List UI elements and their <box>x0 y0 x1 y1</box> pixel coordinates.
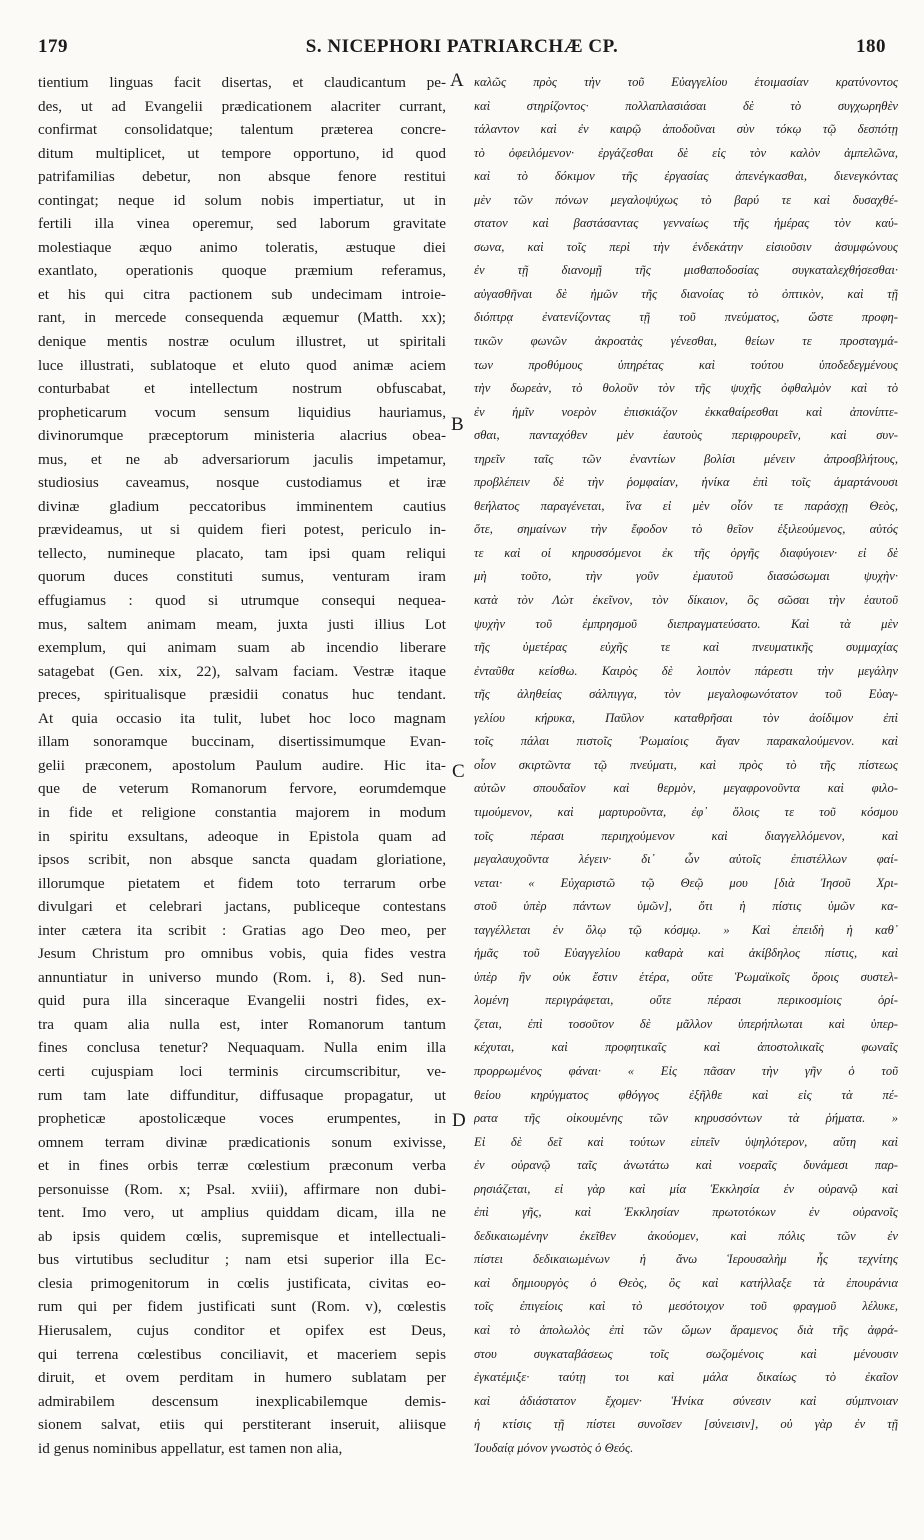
latin-text-line: mus, et ne ab adversariorum jaculis impetamur, <box>38 450 446 468</box>
greek-text-line: καλῶς πρὸς τὴν τοῦ Εὐαγγελίου ἑτοιμασίαν κρατύνοντος <box>474 75 898 89</box>
greek-text-line: Ἰουδαίᾳ μόνον γνωστὸς ὁ Θεός. <box>474 1440 634 1455</box>
latin-text-line: fines conclusa tenetur? Nequaquam. Nulla enim illa <box>38 1039 446 1057</box>
latin-text-line: studiosius caveamus, nosque custodiamus et iræ <box>38 474 446 492</box>
latin-text-line: et his qui citra pactionem sub undecimam introie- <box>38 285 446 303</box>
latin-text-line: inter cætera ita scribit : Gratias ago Deo meo, per <box>38 921 446 939</box>
latin-text-line: tra quam alia nulla est, inter Romanorum tantum <box>38 1015 446 1033</box>
greek-text-line: ρατα τῆς οἰκουμένης τῶν κηρυσσόντων τὰ ῥήματα. » <box>474 1111 898 1126</box>
greek-text-line: ἐν ἡμῖν νοερὸν ἐπισκιάζον ἐκκαθαίρεσθαι καὶ ἀπονίπτε- <box>474 404 898 419</box>
greek-text-line: γελίου κήρυκα, Παῦλον καταθρῆσαι τὸν ἀοίδιμον ἐπὶ <box>474 710 898 725</box>
greek-text-line: τῆς ἀληθείας σάλπιγγα, τὸν μεγαλοφωνότατον τοῦ Εὐαγ- <box>474 687 898 702</box>
latin-text-line: sionem salvat, etiis qui perstiterant inseruit, aliisque <box>38 1416 446 1434</box>
latin-text-line: denique mentis nostræ oculum illustret, ut spiritali <box>38 333 446 351</box>
latin-text-line: exantlato, operationis quoque præmium referamus, <box>38 262 446 280</box>
latin-text-line: tent. Imo vero, ut amplius quiddam dicam, illa ne <box>38 1204 446 1222</box>
greek-text-line: στου συγκαταβάσεως τοῖς σωζομένοις καὶ μένουσιν <box>474 1346 898 1361</box>
latin-text-line: At quia occasio ita tulit, lubet hoc loco magnam <box>38 709 446 727</box>
greek-text-line: ρησιάζεται, εἰ γὰρ καὶ μία Ἐκκλησία ἐν οὐρανῷ καὶ <box>474 1181 898 1196</box>
greek-column <box>474 71 898 1491</box>
greek-text-line: των προθύμους ὑπηρέτας καὶ τούτου ὑποδεδεγμένους <box>474 357 898 372</box>
latin-text-line: luce illustrati, sublatoque et eluto quod animæ aciem <box>38 356 446 374</box>
latin-text-line: illam sonoramque buccinam, disertissimumque Evan- <box>38 733 446 751</box>
latin-text-line: diruit, et ovem perditam in humero sublatam per <box>38 1369 446 1387</box>
greek-text-line: αὐτῶν σπουδαῖον καὶ θερμὸν, μεγαφρονοῦντα καὶ φιλο- <box>474 781 898 796</box>
latin-text-line: conturbabat et intellectum nostrum obfuscabat, <box>38 380 446 398</box>
latin-text-line: confirmat consolidatque; talentum præterea concre- <box>38 121 446 139</box>
latin-text-line: clesia primogenitorum in cœlis justificata, civitas eo- <box>38 1274 446 1292</box>
greek-text-line: ὅτε, σημαίνων τὴν ἔφοδον τὸ θεῖον ἐξιλεούμενος, αὐτός <box>474 522 898 537</box>
greek-text-line: τοῖς πάλαι πιστοῖς Ῥωμαίοις ἄγαν παρακαλούμενον. καὶ <box>474 734 898 749</box>
latin-text-line: propheticæ apostolicæque voces erumpentes, in <box>38 1110 446 1128</box>
greek-text-line: προρρωμένος φάναι· « Εἰς πᾶσαν τὴν γῆν ὁ τοῦ <box>474 1063 898 1078</box>
latin-text-line: annuntiatur in universo mundo (Rom. i, 8). Sed nun- <box>38 968 446 986</box>
latin-text-line: divulgari et celebrari jactans, publiceque contestans <box>38 898 446 916</box>
greek-text-line: προβλέπειν δὲ τὴν ῥομφαίαν, ἡνίκα ἐπὶ τοῖς ἁμαρτάνουσι <box>474 475 898 490</box>
greek-text-line: ψυχὴν τοῦ ἐμπρησμοῦ διεπραγματεύσατο. Καὶ τὰ μὲν <box>474 616 898 631</box>
latin-text-line: rant, in mercede consequenda æquemur (Matth. xx); <box>38 309 446 327</box>
latin-text-line: illorumque pietatem et fidem toto terrarum orbe <box>38 874 446 892</box>
latin-text-line: tellecto, numineque placato, tam ipsi quam reliqui <box>38 544 446 562</box>
latin-text-line: divinæ gladium peccatoribus imminentem cautius <box>38 497 446 515</box>
latin-text-line: satagebat (Gen. xix, 22), salvam faciam. Vestræ itaque <box>38 662 446 680</box>
latin-text-line: admirabilem descensum inexplicabilemque demis- <box>38 1392 446 1410</box>
greek-text-line: μὴ τοῦτο, τὴν γοῦν ἐμαυτοῦ διασώσωμαι ψυχὴν· <box>474 569 898 584</box>
greek-text-line: τηρεῖν ταῖς τῶν ἐναντίων βολίσι μένειν ἀπροσβλήτους, <box>474 451 898 466</box>
greek-text-line: ζεται, ἐπὶ τοσοῦτον δὲ μᾶλλον ὑπερήπλωται καὶ ὑπερ- <box>474 1016 898 1031</box>
greek-text-line: ἐγκατέμιξε· ταύτῃ τοι καὶ μάλα δικαίως τὸ ἐκαῖον <box>474 1370 898 1385</box>
greek-text-line: τὴν δωρεὰν, τὸ θολοῦν τὸν τῆς ψυχῆς ὀφθαλμὸν καὶ τὸ <box>474 381 898 396</box>
page-number-right: 180 <box>856 36 886 57</box>
latin-text-line: personuisse (Rom. x; Psal. xviii), affirmare non dubi- <box>38 1180 446 1198</box>
latin-text-line: qui terrena cœlestibus conciliavit, et maceriem sepis <box>38 1345 446 1363</box>
greek-text-line: πίστει δεδικαιωμένων ἡ ἄνω Ἱερουσαλὴμ ἧς τεχνίτης <box>474 1252 898 1267</box>
greek-text-line: μὲν τῶν πόνων μεγαλοψύχως τὸ βαρύ τε καὶ δυσαχθέ- <box>474 192 898 207</box>
greek-text-line: σθαι, πανταχόθεν μὲν ἑαυτοὺς περιφρουρεῖν, καὶ συν- <box>474 428 898 443</box>
latin-text-line: rum tam late diffunditur, diffusaque propagatur, ut <box>38 1086 446 1104</box>
latin-text-line: effugiamus : quod si utrumque consequi nequea- <box>38 592 446 610</box>
greek-text-line: καὶ τὸ δόκιμον τῆς ἐργασίας ἀπενέγκασθαι, διενεγκόντας <box>474 169 898 184</box>
greek-text-line: τάλαντον καὶ ἐν καιρῷ ἀποδοῦναι σὺν τόκῳ τῷ δεσπότῃ <box>474 122 898 137</box>
greek-text-line: τὸ ὀφειλόμενον· ἐργάζεσθαι δὲ εἰς τὸν καλὸν ἀμπελῶνα, <box>474 145 898 160</box>
greek-text-line: στατον καὶ βαστάσαντας γενναίως τῆς ἡμέρας τὸν καύ- <box>474 216 898 231</box>
greek-text-line: ἐνταῦθα κείσθω. Καιρὸς δὲ λοιπὸν πάρεστι τὴν μεγάλην <box>474 663 898 678</box>
greek-text-line: ταγγέλλεται ἐν ὅλῳ τῷ κόσμῳ. » Καὶ ἐπειδὴ ἡ καθ᾽ <box>474 922 898 937</box>
greek-text-line: Εἰ δὲ δεῖ καὶ τούτων εἰπεῖν ὑψηλότερον, αὕτη καὶ <box>474 1134 898 1149</box>
section-marker-a: A <box>450 70 464 91</box>
greek-text-line: ἡμᾶς τοῦ Εὐαγγελίου καθαρὰ καὶ ἀκίβδηλος πίστις, καὶ <box>474 946 898 961</box>
latin-text-line: et in fines orbis terræ cœlestium præconum verba <box>38 1157 446 1175</box>
latin-text-line: in spiritu exsultans, adeoque in Epistola quam ad <box>38 827 446 845</box>
section-marker-d: D <box>452 1110 466 1131</box>
greek-text-line: ἐν οὐρανῷ ταῖς ἀνωτάτω καὶ νοεραῖς δυνάμεσι παρ- <box>474 1158 898 1173</box>
latin-text-line: des, ut ad Evangelii prædicationem alacriter currant, <box>38 97 446 115</box>
latin-text-line: omnem terram divinæ prædicationis sonum exivisse, <box>38 1133 446 1151</box>
greek-text-line: οἷον σκιρτῶντα τῷ πνεύματι, καὶ πρὸς τὸ τῆς πίστεως <box>474 757 898 772</box>
greek-text-line: καὶ ἀδιάστατον ἔχομεν· Ἡνίκα σύνεσιν καὶ σύμπνοιαν <box>474 1393 898 1408</box>
latin-text-line: fertili illa vinea operemur, sed laborum gravitate <box>38 215 446 233</box>
latin-text-line: rum qui per fidem justificati sunt (Rom. v), cœlestis <box>38 1298 446 1316</box>
greek-text-line: διόπτρᾳ ἐνατενίζοντας τῇ τοῦ πνεύματος, ὥστε προφη- <box>474 310 898 325</box>
page-number-left: 179 <box>38 36 68 57</box>
latin-text-line: Jesum Christum pro omnibus vobis, quia fides vestra <box>38 945 446 963</box>
greek-text-line: ἡ κτίσις τῇ πίστει συνοῖσεν [σύνεισιν], οὐ γὰρ ἐν τῇ <box>474 1417 898 1432</box>
greek-text-line: τῆς ὑμετέρας εὐχῆς τε καὶ πνευματικῆς συμμαχίας <box>474 640 898 655</box>
greek-text-line: τοῖς πέρασι περιηχούμενον καὶ διαγγελλόμενον, καὶ <box>474 828 898 843</box>
greek-text-line: τιμούμενον, καὶ μαρτυροῦντα, ἐφ᾽ ὅλοις τε τοῦ κόσμου <box>474 804 898 819</box>
latin-text-line: ditum multiplicet, ut tempore opportuno, id quod <box>38 144 446 162</box>
greek-text-line: σωνα, καὶ τοῖς περὶ τὴν ἑνδεκάτην εἰσιοῦσιν ἀσυμφώνους <box>474 239 898 254</box>
latin-text-line: prævideamus, ut si quidem fieri potest, periculo in- <box>38 521 446 539</box>
greek-text-line: ὑπὲρ ἣν οὐκ ἔστιν ἑτέρα, οὔτε Ῥωμαϊκοῖς ὅροις συστελ- <box>474 969 898 984</box>
running-title: S. NICEPHORI PATRIARCHÆ CP. <box>305 36 619 57</box>
latin-column <box>38 71 446 1491</box>
greek-text-line: κέχυται, καὶ προφητικαῖς καὶ ἀποστολικαῖς φωναῖς <box>474 1040 898 1055</box>
latin-text-line: ipsos scribit, non absque sancta quadam gloriatione, <box>38 851 446 869</box>
latin-text-line: certi cujuspiam loci terminis circumscribitur, ve- <box>38 1062 446 1080</box>
latin-text-line: quorum duces constituti sumus, venturam iram <box>38 568 446 586</box>
latin-text-line: Hierusalem, cujus conditor et opifex est Deus, <box>38 1321 446 1339</box>
latin-text-line: quid pura illa sinceraque Evangelii nostri fides, ex- <box>38 992 446 1010</box>
greek-text-line: κατὰ τὸν Λὼτ ἐκεῖνον, τὸν δίκαιον, ὃς σῶσαι τὴν ἑαυτοῦ <box>474 593 898 608</box>
greek-text-line: δεδικαιωμένην ἐκεῖθεν ἀκούομεν, καὶ πόλις τῶν ἐν <box>474 1228 898 1243</box>
greek-text-line: καὶ δημιουργὸς ὁ Θεὸς, ὃς καὶ κατήλλαξε τὰ ἐπουράνια <box>474 1275 898 1290</box>
greek-text-line: ἐν τῇ διανομῇ τῆς μισθαποδοσίας συγκαταλεχθήσεσθαι· <box>474 263 898 278</box>
greek-text-line: τοῖς ἐπιγείοις καὶ τὸ μεσότοιχον τοῦ φραγμοῦ λέλυκε, <box>474 1299 898 1314</box>
greek-text-line: τικῶν φωνῶν ἀκροατὰς γένεσθαι, θείων τε προσταγμά- <box>474 334 898 349</box>
greek-text-line: στοῦ ὑπὲρ πάντων ὑμῶν], ὅτι ἡ πίστις ὑμῶν κα- <box>474 899 898 914</box>
latin-text-line: gelii præconem, apostolum Paulum audire. Hic ita- <box>38 756 446 774</box>
section-marker-b: B <box>451 414 464 435</box>
latin-text-line: bus virtutibus secluditur ; nam etsi superior illa Ec- <box>38 1251 446 1269</box>
greek-text-line: θεήλατος παραγένεται, ἵνα εἰ μὲν οἷόν τε παράσχῃ Θεὸς, <box>474 498 898 513</box>
latin-text-line: contingat; neque id solum nobis impertiatur, ut in <box>38 191 446 209</box>
greek-text-line: καὶ στηρίζοντος· πολλαπλασιάσαι δὲ τὸ συγχωρηθὲν <box>474 98 898 113</box>
greek-text-line: τε καὶ οἱ κηρυσσόμενοι ἐκ τῆς ὀργῆς διαφύγοιεν· εἰ δὲ <box>474 545 898 560</box>
latin-text-line: ab ipsis quidem cœlis, supremisque et intellectuali- <box>38 1227 446 1245</box>
latin-text-line: que de veterum Romanorum fervore, eorumdemque <box>38 780 446 798</box>
latin-text-line: propheticarum vocum sensum liquidius hauriamus, <box>38 403 446 421</box>
greek-text-line: καὶ τὸ ἀπολωλὸς ἐπὶ τῶν ὤμων ἄραμενος διὰ τῆς ἀφρά- <box>474 1322 898 1337</box>
latin-text-line: molestiaque æquo animo toleratis, æstuque diei <box>38 238 446 256</box>
running-header <box>38 36 886 66</box>
latin-text-line: id genus nominibus appellatur, est tamen non alia, <box>38 1439 343 1457</box>
latin-text-line: exemplum, qui animam suam ab incendio liberare <box>38 639 446 657</box>
latin-text-line: mus, saltem animam meam, juxta justi illius Lot <box>38 615 446 633</box>
greek-text-line: νεται· « Εὐχαριστῶ τῷ Θεῷ μου [διὰ Ἰησοῦ Χρι- <box>474 875 898 890</box>
latin-text-line: tientium linguas facit disertas, et claudicantum pe- <box>38 74 446 91</box>
latin-text-line: in fide et religione constantia majorem in modum <box>38 803 446 821</box>
section-marker-c: C <box>452 761 465 782</box>
latin-text-line: preces, spiritualisque præsidii conatus huc tendant. <box>38 686 446 704</box>
greek-text-line: λομένη περιγράφεται, οὔτε πέρασι περικοσμίοις ὁρί- <box>474 993 898 1008</box>
greek-text-line: ἐπὶ γῆς, καὶ Ἐκκλησίαν πρωτοτόκων ἐν οὐρανοῖς <box>474 1205 898 1220</box>
greek-text-line: μεγαλαυχοῦντα λέγειν· δι᾽ ὧν αὐτοῖς ἐπιστέλλων φαί- <box>474 852 898 867</box>
latin-text-line: divinorumque præceptorum ministeria alacrius obea- <box>38 427 446 445</box>
greek-text-line: αὐγασθῆναι δὲ ἡμῶν τῆς διανοίας τὸ ὀπτικὸν, καὶ τῇ <box>474 286 898 301</box>
latin-text-line: patrifamilias debetur, non absque fenore restitui <box>38 168 446 186</box>
greek-text-line: θείου κηρύγματος φθόγγος ἐξῆλθε καὶ εἰς τὰ πέ- <box>474 1087 898 1102</box>
